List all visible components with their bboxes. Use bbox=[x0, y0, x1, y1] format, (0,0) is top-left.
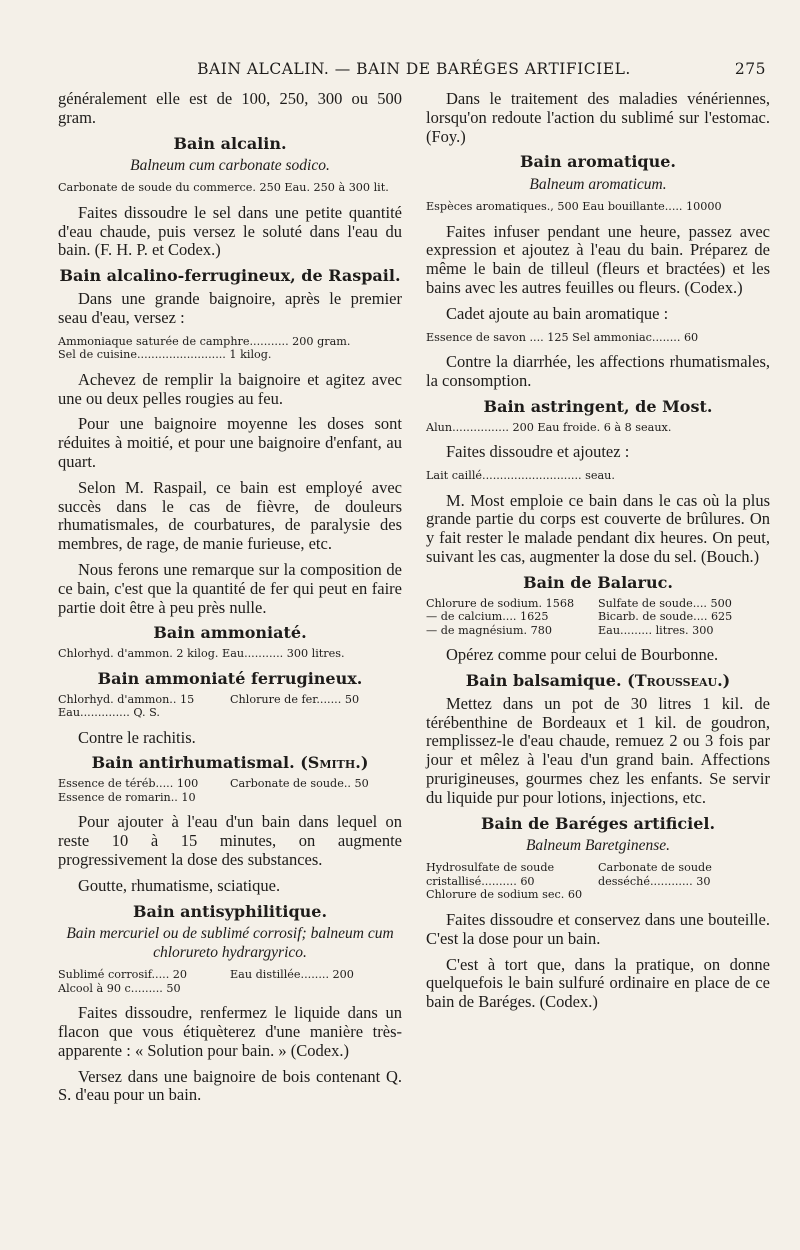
paragraph: Versez dans une baignoire de bois contenant Q. S. d'eau pour un bain. bbox=[58, 1066, 402, 1105]
latin-name: Balneum Baretginense. bbox=[525, 837, 671, 855]
running-head bbox=[58, 60, 770, 84]
formula bbox=[58, 777, 402, 804]
paragraph: Faites dissoudre et conservez dans une bouteille. C'est la dose pour un bain. bbox=[426, 910, 770, 948]
formula bbox=[58, 647, 402, 661]
latin-name: Balneum aromaticum. bbox=[529, 176, 667, 194]
paragraph: Faites dissoudre et ajoutez : bbox=[446, 442, 630, 462]
formula-cell: desséché............ 30 bbox=[598, 874, 711, 888]
paragraph: M. Most emploie ce bain dans le cas où la plus grande partie du corps est couverte de brûlures. On y fait rester le malade pendant dix heures. On peut, suivant les cas, augmenter la dose du sel. (Bouch.) bbox=[426, 490, 770, 566]
formula-cell: Sublimé corrosif..... 20 bbox=[58, 968, 188, 982]
paragraph: C'est à tort que, dans la pratique, on donne quelquefois le bain sulfuré ordinaire en place de ce bain de Baréges. (Codex.) bbox=[426, 954, 770, 1012]
section-title: Bain aromatique. bbox=[520, 152, 676, 172]
section-title: Bain ammoniaté ferrugineux. bbox=[97, 668, 363, 688]
paragraph: Dans une grande baignoire, après le premier seau d'eau, versez : bbox=[58, 288, 402, 327]
formula bbox=[426, 597, 770, 638]
formula-cell: Chlorure de sodium sec. 60 bbox=[426, 888, 583, 902]
section-title: Bain alcalino-ferrugineux, de Raspail. bbox=[59, 266, 401, 286]
latin-name: Bain mercuriel ou de sublimé corrosif; balneum cum chlorureto hydrargyrico. bbox=[66, 925, 394, 962]
formula bbox=[58, 968, 402, 995]
formula-cell: Chlorhyd. d'ammon.. 15 bbox=[58, 692, 195, 706]
paragraph: Faites infuser pendant une heure, passez avec expression et ajoutez à l'eau du bain. Préparez de même le bain de tilleul (fleurs et bractées) et les bains avec les autres feuilles ou fleurs. (Codex.) bbox=[426, 221, 770, 297]
formula-line: Chlorhyd. d'ammon. 2 kilog. Eau........... 300 litres. bbox=[58, 647, 345, 661]
formula-line: Alun................ 200 Eau froide. 6 à 8 seaux. bbox=[426, 420, 672, 434]
formula bbox=[426, 861, 770, 902]
formula-cell: — de magnésium. 780 bbox=[426, 623, 552, 637]
formula-cell: Alcool à 90 c......... 50 bbox=[58, 981, 181, 995]
formula-line: Espèces aromatiques., 500 Eau bouillante..... 10000 bbox=[426, 199, 722, 213]
formula-cell bbox=[230, 706, 402, 720]
latin-name: Balneum cum carbonate sodico. bbox=[130, 157, 330, 175]
paragraph: Opérez comme pour celui de Bourbonne. bbox=[446, 645, 719, 665]
formula-cell: Essence de romarin.. 10 bbox=[58, 790, 196, 804]
paragraph: Goutte, rhumatisme, sciatique. bbox=[78, 875, 281, 895]
formula-cell: Chlorure de fer....... 50 bbox=[230, 692, 360, 706]
formula bbox=[426, 331, 770, 345]
section-title bbox=[58, 754, 402, 773]
formula-line: Carbonate de soude du commerce. 250 Eau. 250 à 300 lit. bbox=[58, 181, 389, 195]
author: (Smith.) bbox=[300, 753, 369, 773]
section-title-text: Bain balsamique. bbox=[465, 671, 622, 691]
formula-cell: Eau......... litres. 300 bbox=[598, 623, 714, 637]
paragraph: Pour une baignoire moyenne les doses sont réduites à moitié, et pour une baignoire d'enfant, au quart. bbox=[58, 414, 402, 471]
formula-line: Sel de cuisine......................... 1 kilog. bbox=[58, 348, 272, 362]
author: (Trousseau.) bbox=[627, 671, 731, 691]
paragraph: Contre la diarrhée, les affections rhumatismales, la consomption. bbox=[426, 352, 770, 390]
formula-cell: Sulfate de soude.... 500 bbox=[598, 596, 732, 610]
paragraph: Faites dissoudre le sel dans une petite quantité d'eau chaude, puis versez le soluté dans l'eau du bain. (F. H. P. et Codex.) bbox=[58, 202, 402, 260]
paragraph: Cadet ajoute au bain aromatique : bbox=[446, 303, 669, 323]
section-title: Bain ammoniaté. bbox=[153, 623, 307, 643]
formula-cell: Hydrosulfate de soude bbox=[426, 861, 555, 875]
formula-line: Ammoniaque saturée de camphre........... 200 gram. bbox=[58, 334, 351, 348]
formula-cell bbox=[230, 982, 402, 996]
right-column bbox=[426, 90, 770, 1019]
paragraph: Achevez de remplir la baignoire et agitez avec une ou deux pelles rougies au feu. bbox=[58, 369, 402, 408]
formula-line: Essence de savon .... 125 Sel ammoniac........ 60 bbox=[426, 330, 699, 344]
formula-cell bbox=[230, 791, 402, 805]
paragraph: Dans le traitement des maladies vénériennes, lorsqu'on redoute l'action du sublimé sur l'estomac. (Foy.) bbox=[426, 89, 770, 146]
section-title-text: Bain antirhumatismal. bbox=[91, 753, 295, 773]
page-number: 275 bbox=[734, 60, 766, 78]
paragraph: Selon M. Raspail, ce bain est employé avec succès dans le cas de fièvre, de douleurs rhumatismales, de courbatures, de paralysie des membres, de rage, de manie furieuse, etc. bbox=[58, 477, 402, 554]
section-title: Bain alcalin. bbox=[173, 133, 287, 153]
section-title bbox=[426, 672, 770, 691]
section-title: Bain antisyphilitique. bbox=[132, 901, 328, 921]
formula-cell: Eau distillée........ 200 bbox=[230, 968, 354, 982]
formula-cell: Chlorure de sodium. 1568 bbox=[426, 596, 575, 610]
formula-cell: Essence de téréb..... 100 bbox=[58, 777, 199, 791]
section-title: Bain astringent, de Most. bbox=[483, 396, 713, 416]
paragraph: Mettez dans un pot de 30 litres 1 kil. de térébenthine de Bordeaux et 1 kil. de goudron, remplissez-le d'eau chaude, remuez 2 ou 3 fois par jour et mêlez à l'eau d'un grand bain. Affections prurigineuses, gourmes chez les enfants. Se servir du liquide pur pour lotions, injections, etc. bbox=[426, 693, 770, 807]
formula-cell: Carbonate de soude.. 50 bbox=[230, 777, 369, 791]
formula-cell: cristallisé.......... 60 bbox=[426, 874, 535, 888]
running-title: BAIN ALCALIN. — BAIN DE BARÉGES ARTIFICIEL. bbox=[197, 60, 631, 78]
section-title: Bain de Balaruc. bbox=[523, 572, 673, 592]
formula-cell: — de calcium.... 1625 bbox=[426, 610, 549, 624]
formula-cell: Bicarb. de soude.... 625 bbox=[598, 610, 733, 624]
paragraph: généralement elle est de 100, 250, 300 ou 500 gram. bbox=[58, 89, 402, 127]
formula bbox=[58, 335, 402, 362]
left-column bbox=[58, 90, 402, 1112]
section-title: Bain de Baréges artificiel. bbox=[480, 813, 716, 833]
formula bbox=[426, 421, 770, 435]
paragraph: Contre le rachitis. bbox=[78, 727, 196, 747]
formula bbox=[58, 181, 402, 195]
paragraph: Pour ajouter à l'eau d'un bain dans lequel on reste 10 à 15 minutes, on augmente progressivement la dose des substances. bbox=[58, 812, 402, 870]
formula bbox=[58, 693, 402, 720]
formula-line: Lait caillé............................ seau. bbox=[426, 468, 615, 482]
paragraph: Faites dissoudre, renfermez le liquide dans un flacon que vous étiquèterez d'une manière très-apparente : « Solution pour bain. » (Codex.) bbox=[58, 1003, 402, 1060]
paragraph: Nous ferons une remarque sur la composition de ce bain, c'est que la quantité de fer qui peut en faire partie doit être à peu près nulle. bbox=[58, 559, 402, 617]
formula bbox=[426, 469, 770, 483]
formula bbox=[426, 200, 770, 214]
formula-cell bbox=[598, 888, 770, 902]
formula-cell: Carbonate de soude bbox=[598, 861, 712, 875]
formula-cell: Eau.............. Q. S. bbox=[58, 706, 160, 720]
